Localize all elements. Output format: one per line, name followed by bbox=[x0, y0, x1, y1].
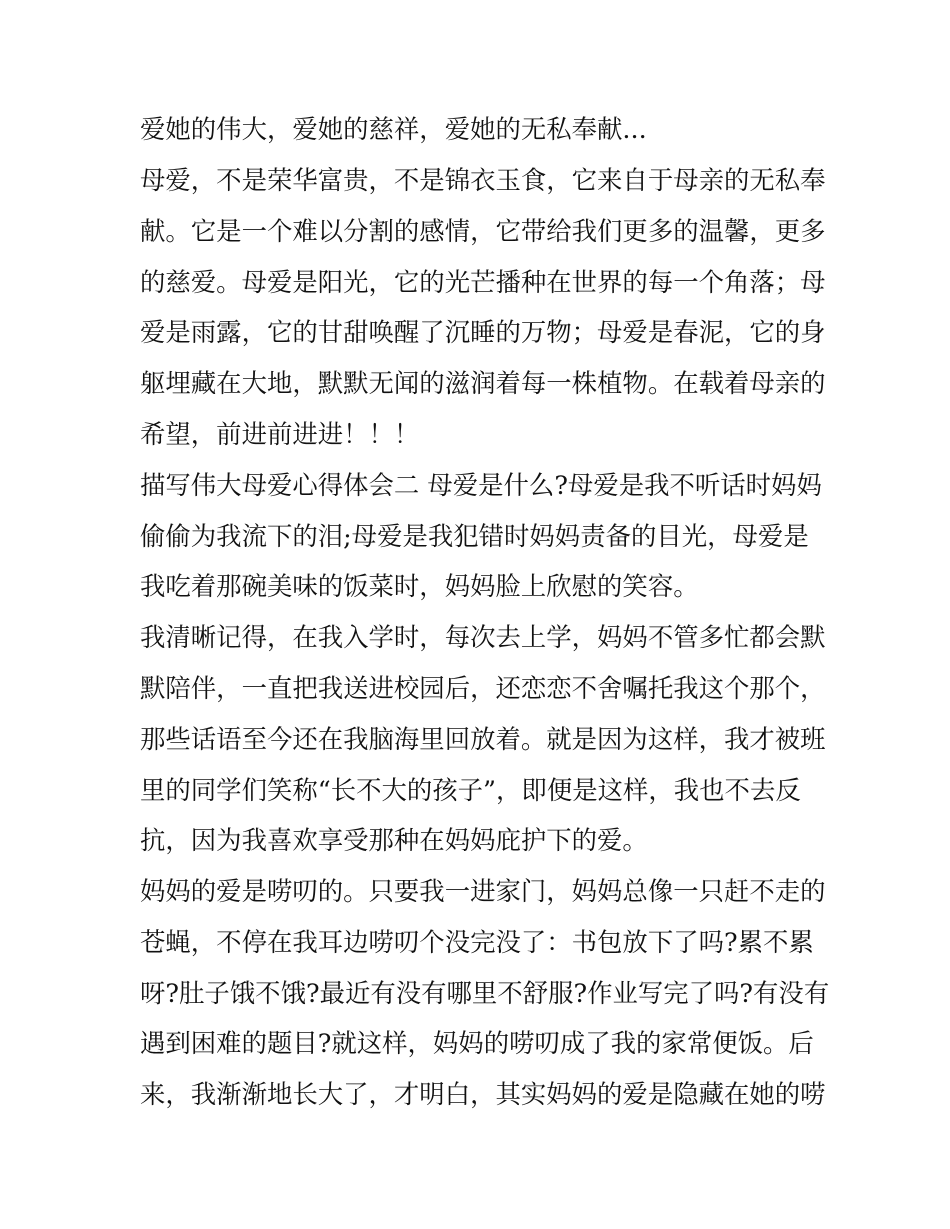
text-line-4: 的慈爱。母爱是阳光，它的光芒播种在世界的每一个角落；母 bbox=[140, 267, 826, 297]
text-line-9: 偷偷为我流下的泪;母爱是我犯错时妈妈责备的目光，母爱是 bbox=[140, 521, 809, 551]
text-line-19: 遇到困难的题目?就这样，妈妈的唠叨成了我的家常便饭。后 bbox=[140, 1028, 814, 1058]
text-line-12: 默陪伴，一直把我送进校园后，还恋恋不舍嘱托我这个那个， bbox=[140, 673, 826, 703]
text-line-18: 呀?肚子饿不饿?最近有没有哪里不舒服?作业写完了吗?有没有 bbox=[140, 978, 830, 1008]
text-line-3: 献。它是一个难以分割的感情，它带给我们更多的温馨，更多 bbox=[140, 216, 826, 246]
text-line-6: 躯埋藏在大地，默默无闻的滋润着每一株植物。在载着母亲的 bbox=[140, 368, 826, 398]
text-line-20: 来，我渐渐地长大了，才明白，其实妈妈的爱是隐藏在她的唠 bbox=[140, 1079, 826, 1109]
text-line-11: 我清晰记得，在我入学时，每次去上学，妈妈不管多忙都会默 bbox=[140, 622, 826, 652]
text-line-1: 爱她的伟大，爱她的慈祥，爱她的无私奉献... bbox=[140, 114, 647, 144]
text-line-10: 我吃着那碗美味的饭菜时，妈妈脸上欣慰的笑容。 bbox=[140, 571, 699, 601]
text-line-8: 描写伟大母爱心得体会二 母爱是什么?母爱是我不听话时妈妈 bbox=[140, 470, 822, 500]
text-line-14: 里的同学们笑称“长不大的孩子”，即便是这样，我也不去反 bbox=[140, 775, 801, 805]
text-line-7: 希望，前进前进进！！！ bbox=[140, 419, 420, 449]
text-line-13: 那些话语至今还在我脑海里回放着。就是因为这样，我才被班 bbox=[140, 724, 826, 754]
text-line-16: 妈妈的爱是唠叨的。只要我一进家门，妈妈总像一只赶不走的 bbox=[140, 876, 826, 906]
text-line-5: 爱是雨露，它的甘甜唤醒了沉睡的万物；母爱是春泥，它的身 bbox=[140, 317, 826, 347]
text-line-17: 苍蝇，不停在我耳边唠叨个没完没了：书包放下了吗?累不累 bbox=[140, 927, 814, 957]
text-line-2: 母爱，不是荣华富贵，不是锦衣玉食，它来自于母亲的无私奉 bbox=[140, 165, 826, 195]
text-line-15: 抗，因为我喜欢享受那种在妈妈庇护下的爱。 bbox=[140, 825, 648, 855]
